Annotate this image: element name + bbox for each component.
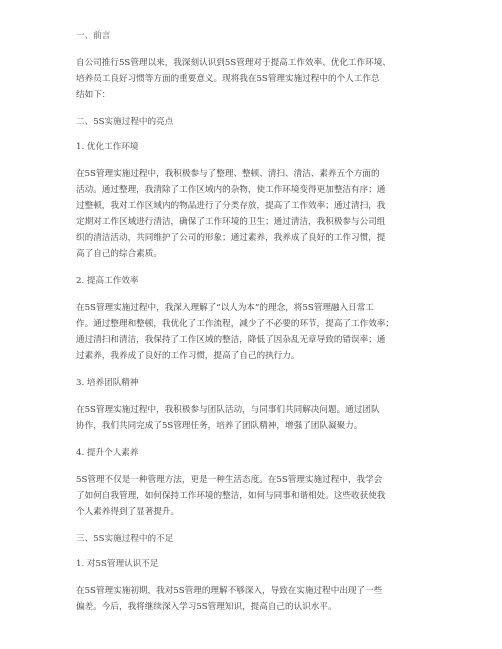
paragraph: [76, 402, 432, 434]
paragraph-line: 通过清扫和清洁，我保持了工作区域的整洁，降低了因杂乱无章导致的错误率；通: [76, 335, 386, 345]
paragraph-line: 定期对工作区域进行清洁，确保了工作环境的卫生；通过清洁，我积极参与公司组: [76, 217, 386, 227]
paragraph-line: 个人素养得到了显著提升。: [76, 507, 180, 517]
paragraph-line: 结如下：: [76, 90, 111, 100]
section-heading: 一、前言: [76, 31, 111, 41]
paragraph-line: 5S管理不仅是一种管理方法，更是一种生活态度。在5S管理实施过程中，我学会: [76, 475, 383, 485]
section-heading: 4. 提升个人素养: [76, 448, 139, 458]
paragraph-line: 织的清洁活动，共同维护了公司的形象；通过素养，我养成了良好的工作习惯，提: [76, 233, 386, 243]
paragraph-line: 自公司推行5S管理以来，我深刻认识到5S管理对于提高工作效率、优化工作环境、: [76, 58, 391, 68]
section-heading: 三、5S实施过程中的不足: [76, 534, 174, 544]
paragraph-line: 偏差。今后，我将继续深入学习5S管理知识，提高自己的认识水平。: [76, 602, 337, 612]
paragraph-line: 在5S管理实施过程中，我深入理解了“以人为本”的理念，将5S管理融入日常工: [76, 303, 374, 313]
paragraph-line: 高了自己的综合素质。: [76, 249, 162, 259]
section-heading: 二、5S实施过程中的亮点: [76, 117, 174, 127]
section-heading: 1. 对5S管理认识不足: [76, 559, 159, 569]
paragraph: [76, 166, 432, 262]
paragraph-line: 活动。通过整理，我清除了工作区域内的杂物，使工作环境变得更加整洁有序；通: [76, 185, 386, 195]
paragraph: [76, 55, 432, 103]
paragraph-line: 培养员工良好习惯等方面的重要意义。现将我在5S管理实施过程中的个人工作总: [76, 74, 380, 84]
paragraph-line: 了如何自我管理，如何保持工作环境的整洁，如何与同事和谐相处。这些收获使我: [76, 491, 386, 501]
paragraph: [76, 300, 432, 364]
paragraph-line: 作。通过整理和整顿，我优化了工作流程，减少了不必要的环节，提高了工作效率；: [76, 319, 394, 329]
paragraph: [76, 583, 432, 615]
section-heading: 3. 培养团队精神: [76, 378, 139, 388]
paragraph-line: 过整顿，我对工作区域内的物品进行了分类存放，提高了工作效率；通过清扫，我: [76, 201, 386, 211]
document-body: [76, 30, 432, 628]
paragraph-line: 过素养，我养成了良好的工作习惯，提高了自己的执行力。: [76, 351, 300, 361]
paragraph-line: 在5S管理实施初期，我对5S管理的理解不够深入，导致在实施过程中出现了一些: [76, 586, 383, 596]
section-heading: 2. 提高工作效率: [76, 276, 139, 286]
paragraph-line: 在5S管理实施过程中，我积极参与团队活动，与同事们共同解决问题。通过团队: [76, 405, 380, 415]
paragraph: [76, 472, 432, 520]
section-heading: 1. 优化工作环境: [76, 142, 139, 152]
paragraph-line: 在5S管理实施过程中，我积极参与了整理、整顿、清扫、清洁、素养五个方面的: [76, 169, 380, 179]
paragraph-line: 协作，我们共同完成了5S管理任务，培养了团队精神，增强了团队凝聚力。: [76, 421, 363, 431]
